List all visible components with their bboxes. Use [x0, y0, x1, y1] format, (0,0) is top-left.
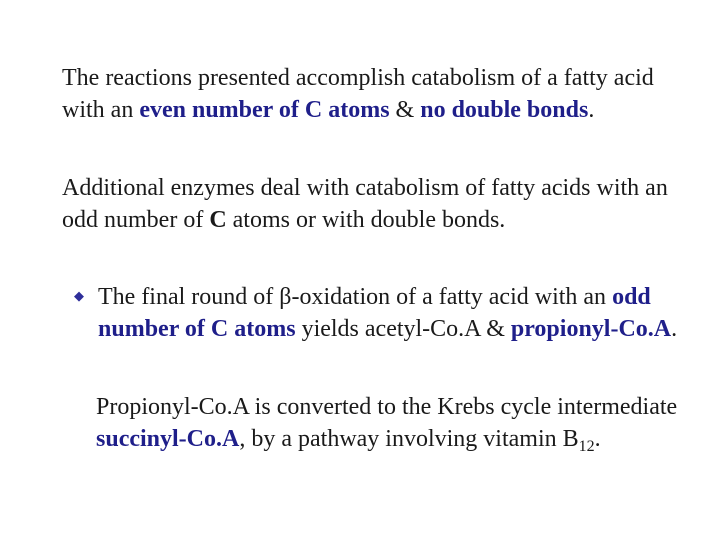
emphasis-c: C	[209, 207, 227, 233]
text: The final round of β-oxidation of a fatty acid with an	[98, 284, 613, 310]
text: .	[594, 426, 601, 452]
emphasis-odd-number-c-atoms: odd number of C atoms	[98, 284, 651, 342]
paragraph-even-fatty-acid	[62, 62, 682, 126]
emphasis-no-double-bonds: no double bonds	[420, 97, 589, 123]
paragraph-final-round-beta-oxidation	[98, 281, 688, 345]
paragraph-propionyl-coa-conversion	[96, 391, 686, 455]
text: The reactions presented accomplish catabolism of a fatty acid with an	[62, 65, 654, 123]
text: , by a pathway involving vitamin B	[239, 426, 579, 452]
text: atoms or with double bonds.	[226, 207, 506, 233]
diamond-bullet-icon: ◆	[74, 288, 84, 303]
subscript-12: 12	[578, 438, 595, 455]
emphasis-succinyl-coa: succinyl-Co.A	[96, 426, 240, 452]
emphasis-propionyl-coa: propionyl-Co.A	[510, 316, 672, 342]
text: Propionyl-Co.A is converted to the Krebs cycle intermediate	[96, 394, 678, 420]
text: .	[671, 316, 678, 342]
text: .	[588, 97, 595, 123]
emphasis-even-number-c-atoms: even number of C atoms	[139, 97, 390, 123]
text: Additional enzymes deal with catabolism of fatty acids with an odd number of	[62, 175, 668, 233]
text: yields acetyl-Co.A &	[295, 316, 511, 342]
paragraph-additional-enzymes	[62, 172, 682, 236]
text: &	[389, 97, 421, 123]
